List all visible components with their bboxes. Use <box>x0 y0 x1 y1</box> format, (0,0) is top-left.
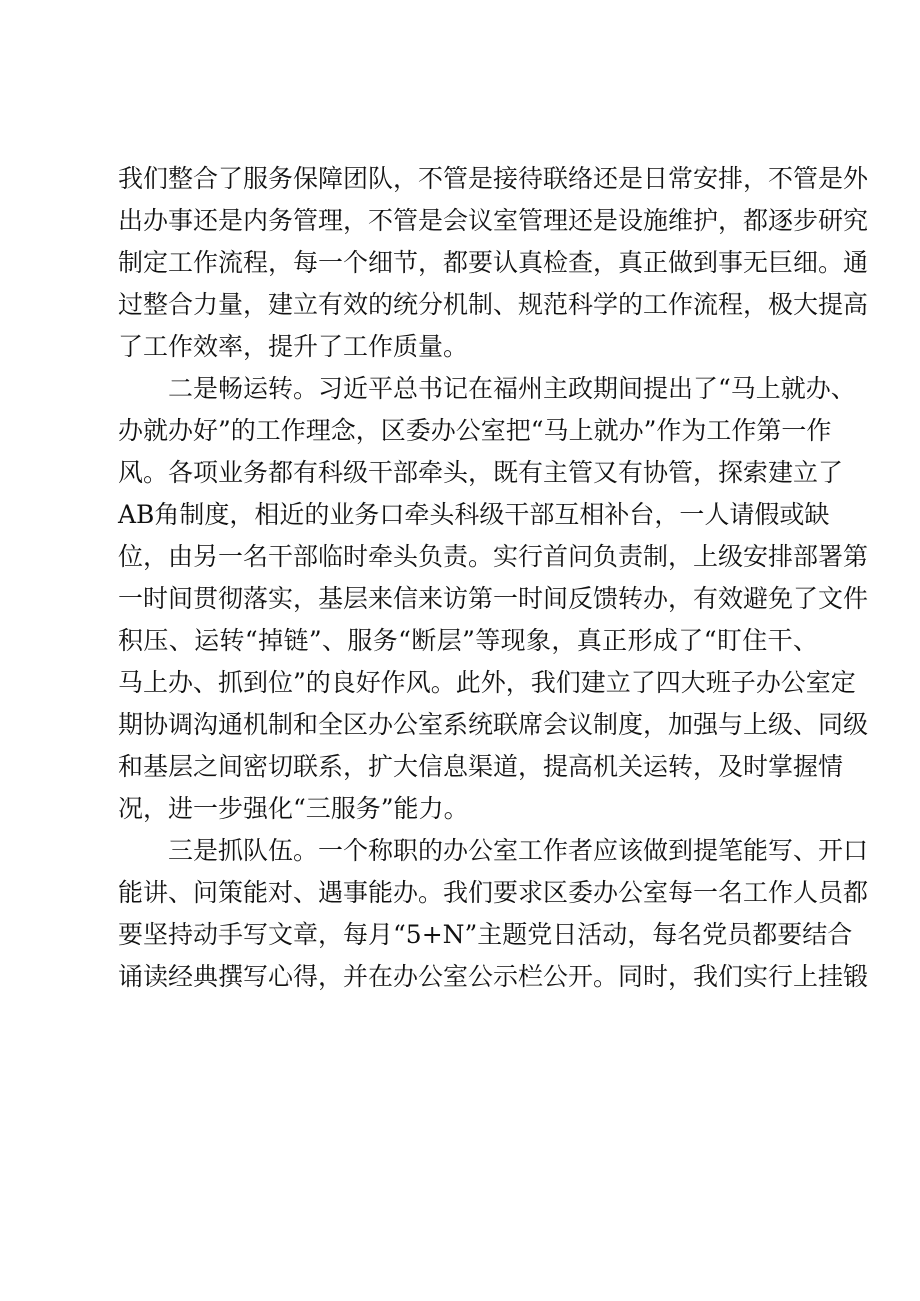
paragraph-2-line-4: AB角制度，相近的业务口牵头科级干部互相补台，一人请假或缺 <box>118 500 830 529</box>
paragraph-2-line-8: 马上办、抓到位”的良好作风。此外，我们建立了四大班子办公室定 <box>118 668 856 697</box>
paragraph-1-line-2: 出办事还是内务管理，不管是会议室管理还是设施维护，都逐步研究 <box>118 206 869 235</box>
paragraph-2-line-3: 风。各项业务都有科级干部牵头，既有主管又有协管，探索建立了 <box>118 458 844 487</box>
paragraph-2-line-10: 和基层之间密切联系，扩大信息渠道，提高机关运转，及时掌握情 <box>118 752 844 781</box>
paragraph-1-line-4: 过整合力量，建立有效的统分机制、规范科学的工作流程，极大提高 <box>118 290 869 319</box>
paragraph-1-line-3: 制定工作流程，每一个细节，都要认真检查，真正做到事无巨细。通 <box>118 248 869 277</box>
paragraph-2-line-9: 期协调沟通机制和全区办公室系统联席会议制度，加强与上级、同级 <box>118 710 869 739</box>
paragraph-2-line-1: 二是畅运转。习近平总书记在福州主政期间提出了“马上就办、 <box>168 374 856 403</box>
body-text <box>118 158 869 998</box>
paragraph-2-line-6: 一时间贯彻落实，基层来信来访第一时间反馈转办，有效避免了文件 <box>118 584 869 613</box>
paragraph-3-line-4: 诵读经典撰写心得，并在办公室公示栏公开。同时，我们实行上挂锻 <box>118 962 869 991</box>
paragraph-2-line-11: 况，进一步强化“三服务”能力。 <box>118 794 469 823</box>
paragraph-3-line-1: 三是抓队伍。一个称职的办公室工作者应该做到提笔能写、开口 <box>168 836 869 865</box>
paragraph-3-line-2: 能讲、问策能对、遇事能办。我们要求区委办公室每一名工作人员都 <box>118 878 869 907</box>
paragraph-2-line-5: 位，由另一名干部临时牵头负责。实行首问负责制，上级安排部署第 <box>118 542 869 571</box>
paragraph-1-line-5: 了工作效率，提升了工作质量。 <box>118 332 469 361</box>
paragraph-1-line-1: 我们整合了服务保障团队，不管是接待联络还是日常安排，不管是外 <box>118 164 869 193</box>
paragraph-2-line-2: 办就办好”的工作理念，区委办公室把“马上就办”作为工作第一作 <box>118 416 832 445</box>
paragraph-2-line-7: 积压、运转“掉链”、服务“断层”等现象，真正形成了“盯住干、 <box>118 626 818 655</box>
paragraph-3-line-3: 要坚持动手写文章，每月“5+N”主题党日活动，每名党员都要结合 <box>118 920 853 949</box>
